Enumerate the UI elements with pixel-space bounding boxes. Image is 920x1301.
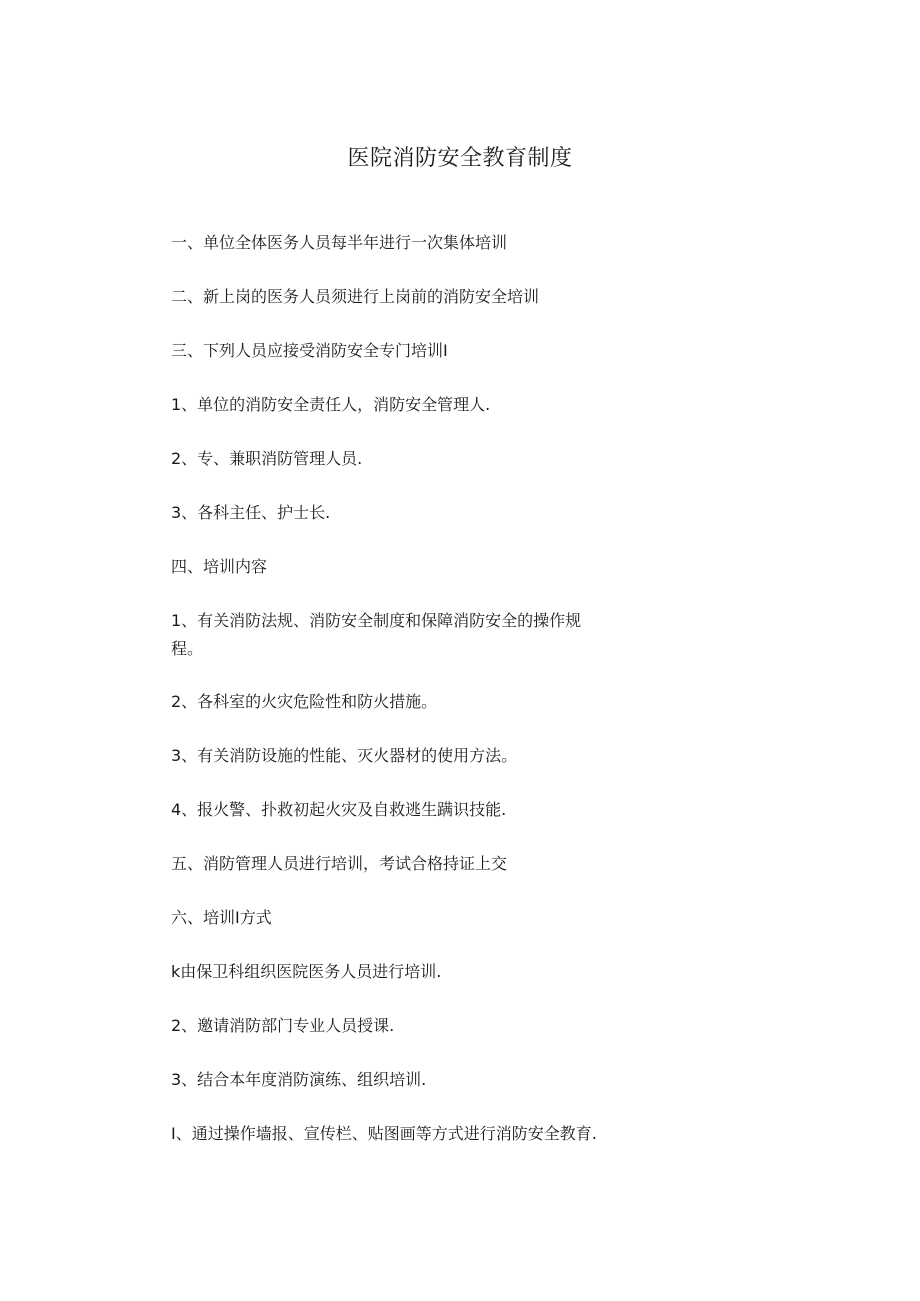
paragraph-section-1: 一、单位全体医务人员每半年进行一次集体培训 [171, 233, 508, 252]
paragraph-item: I、通过操作墙报、宣传栏、贴图画等方式进行消防安全教育. [171, 1124, 597, 1143]
paragraph-section-2: 二、新上岗的医务人员须进行上岗前的消防安全培训 [171, 287, 540, 306]
paragraph-section-4: 四、培训内容 [171, 557, 268, 576]
document-title: 医院消防安全教育制度 [347, 146, 573, 171]
paragraph-item: 2、各科室的火灾危险性和防火措施。 [171, 692, 438, 711]
paragraph-item: 3、各科主任、护士长. [171, 503, 331, 522]
paragraph-item-continuation: 程。 [171, 639, 204, 658]
paragraph-item: 1、单位的消防安全责任人，消防安全管理人. [171, 395, 491, 414]
paragraph-item: k由保卫科组织医院医务人员进行培训. [171, 962, 442, 981]
paragraph-item: 3、有关消防设施的性能、灭火器材的使用方法。 [171, 746, 518, 765]
paragraph-section-5: 五、消防管理人员进行培训，考试合格持证上交 [171, 854, 508, 873]
paragraph-item: 2、专、兼职消防管理人员. [171, 449, 363, 468]
paragraph-item: 1、有关消防法规、消防安全制度和保障消防安全的操作规 [171, 611, 582, 630]
paragraph-item: 4、报火警、扑救初起火灾及自救逃生蹒识技能. [171, 800, 507, 819]
paragraph-section-6: 六、培训I方式 [171, 908, 272, 927]
paragraph-item: 2、邀请消防部门专业人员授课. [171, 1016, 395, 1035]
paragraph-item: 3、结合本年度消防演练、组织培训. [171, 1070, 427, 1089]
paragraph-section-3: 三、下列人员应接受消防安全专门培训I [171, 341, 448, 360]
